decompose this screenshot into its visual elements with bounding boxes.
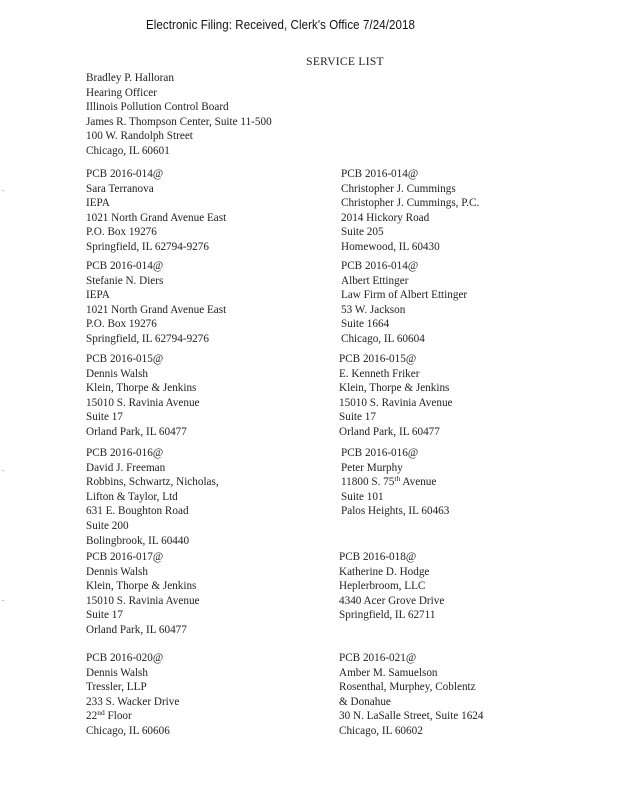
officer-building: James R. Thompson Center, Suite 11-500 (86, 115, 272, 128)
entry-line: Homewood, IL 60430 (341, 240, 440, 253)
entry-line: 631 E. Boughton Road (86, 505, 189, 518)
entry-line: & Donahue (339, 695, 391, 708)
officer-city: Chicago, IL 60601 (86, 144, 170, 157)
entry-line: Orland Park, IL 60477 (339, 425, 440, 438)
entry-line: P.O. Box 19276 (86, 318, 157, 331)
entry-line: Christopher J. Cummings, P.C. (341, 197, 480, 210)
entry-line: Tressler, LLP (86, 681, 147, 694)
entry-line: Orland Park, IL 60477 (86, 425, 187, 438)
case-number: PCB 2016-018@ (339, 551, 417, 563)
entry-line: Suite 17 (339, 411, 376, 424)
entry-line: 22nd Floor (86, 708, 132, 723)
service-entry (86, 167, 226, 255)
service-entry (86, 352, 200, 440)
entry-line: Suite 200 (86, 519, 129, 532)
scan-mark (2, 190, 4, 191)
entry-line: Klein, Thorpe & Jenkins (86, 382, 197, 395)
entry-line: Springfield, IL 62794-9276 (86, 332, 209, 345)
entry-line: 1021 North Grand Avenue East (86, 303, 227, 316)
entry-line: IEPA (86, 289, 110, 302)
entry-line: Peter Murphy (341, 461, 403, 474)
entry-line: Stefanie N. Diers (86, 274, 164, 287)
scan-mark (2, 600, 4, 601)
entry-line: Albert Ettinger (341, 274, 409, 287)
entry-line: 11800 S. 75th Avenue (341, 474, 437, 489)
service-entry (86, 259, 226, 347)
entry-line: Chicago, IL 60604 (341, 332, 425, 345)
case-number: PCB 2016-016@ (86, 447, 164, 459)
case-number: PCB 2016-017@ (86, 551, 164, 563)
entry-line: David J. Freeman (86, 461, 166, 474)
entry-line: P.O. Box 19276 (86, 226, 157, 239)
entry-line: 15010 S. Ravinia Avenue (339, 396, 453, 409)
entry-line: Chicago, IL 60606 (86, 724, 170, 737)
service-entry (86, 651, 179, 739)
entry-line: 2014 Hickory Road (341, 211, 430, 224)
entry-line: Lifton & Taylor, Ltd (86, 490, 178, 503)
entry-line: Bolingbrook, IL 60440 (86, 534, 190, 547)
entry-line: Christopher J. Cummings (341, 182, 456, 195)
case-number: PCB 2016-015@ (86, 353, 164, 365)
entry-line: Springfield, IL 62711 (339, 609, 436, 622)
entry-line: Suite 101 (341, 490, 384, 503)
entry-line: Orland Park, IL 60477 (86, 623, 187, 636)
officer-street: 100 W. Randolph Street (86, 130, 193, 143)
entry-line: Dennis Walsh (86, 565, 148, 578)
service-entry (339, 651, 483, 739)
entry-line: 15010 S. Ravinia Avenue (86, 396, 200, 409)
service-entry (341, 446, 449, 519)
hearing-officer-block (86, 71, 272, 159)
entry-line: 4340 Acer Grove Drive (339, 594, 445, 607)
case-number: PCB 2016-021@ (339, 652, 417, 664)
filing-stamp: Electronic Filing: Received, Clerk's Office 7/24/2018 (146, 18, 415, 32)
service-entry (341, 167, 479, 255)
service-entry (86, 446, 219, 548)
officer-title: Hearing Officer (86, 86, 157, 99)
entry-line: 30 N. LaSalle Street, Suite 1624 (339, 710, 484, 723)
case-number: PCB 2016-016@ (341, 447, 419, 459)
entry-line: Sara Terranova (86, 182, 154, 195)
service-entry (339, 550, 444, 623)
entry-line: Robbins, Schwartz, Nicholas, (86, 476, 219, 489)
entry-line: Chicago, IL 60602 (339, 724, 423, 737)
service-entry (341, 259, 467, 347)
entry-line: Suite 17 (86, 609, 123, 622)
entry-line: Suite 17 (86, 411, 123, 424)
entry-line: Dennis Walsh (86, 666, 148, 679)
service-entry (86, 550, 200, 638)
entry-line: Springfield, IL 62794-9276 (86, 240, 209, 253)
officer-agency: Illinois Pollution Control Board (86, 101, 229, 114)
case-number: PCB 2016-014@ (86, 168, 164, 180)
case-number: PCB 2016-014@ (86, 260, 164, 272)
entry-line: Law Firm of Albert Ettinger (341, 289, 468, 302)
entry-line: 233 S. Wacker Drive (86, 695, 180, 708)
entry-line: IEPA (86, 197, 110, 210)
entry-line: 15010 S. Ravinia Avenue (86, 594, 200, 607)
case-number: PCB 2016-014@ (341, 260, 419, 272)
entry-line: 53 W. Jackson (341, 303, 406, 316)
entry-line: Rosenthal, Murphey, Coblentz (339, 681, 476, 694)
service-entry (339, 352, 453, 440)
entry-line: Katherine D. Hodge (339, 565, 430, 578)
entry-line: 1021 North Grand Avenue East (86, 211, 227, 224)
entry-line: Klein, Thorpe & Jenkins (86, 580, 197, 593)
officer-name: Bradley P. Halloran (86, 72, 174, 84)
entry-line: Suite 205 (341, 226, 384, 239)
case-number: PCB 2016-020@ (86, 652, 164, 664)
scan-mark (2, 470, 4, 471)
entry-line: E. Kenneth Friker (339, 367, 420, 380)
entry-line: Dennis Walsh (86, 367, 148, 380)
entry-line: Klein, Thorpe & Jenkins (339, 382, 450, 395)
entry-line: Heplerbroom, LLC (339, 580, 426, 593)
entry-line: Amber M. Samuelson (339, 666, 438, 679)
case-number: PCB 2016-015@ (339, 353, 417, 365)
page-title: SERVICE LIST (306, 56, 384, 68)
entry-line: Palos Heights, IL 60463 (341, 505, 450, 518)
case-number: PCB 2016-014@ (341, 168, 419, 180)
entry-line: Suite 1664 (341, 318, 390, 331)
